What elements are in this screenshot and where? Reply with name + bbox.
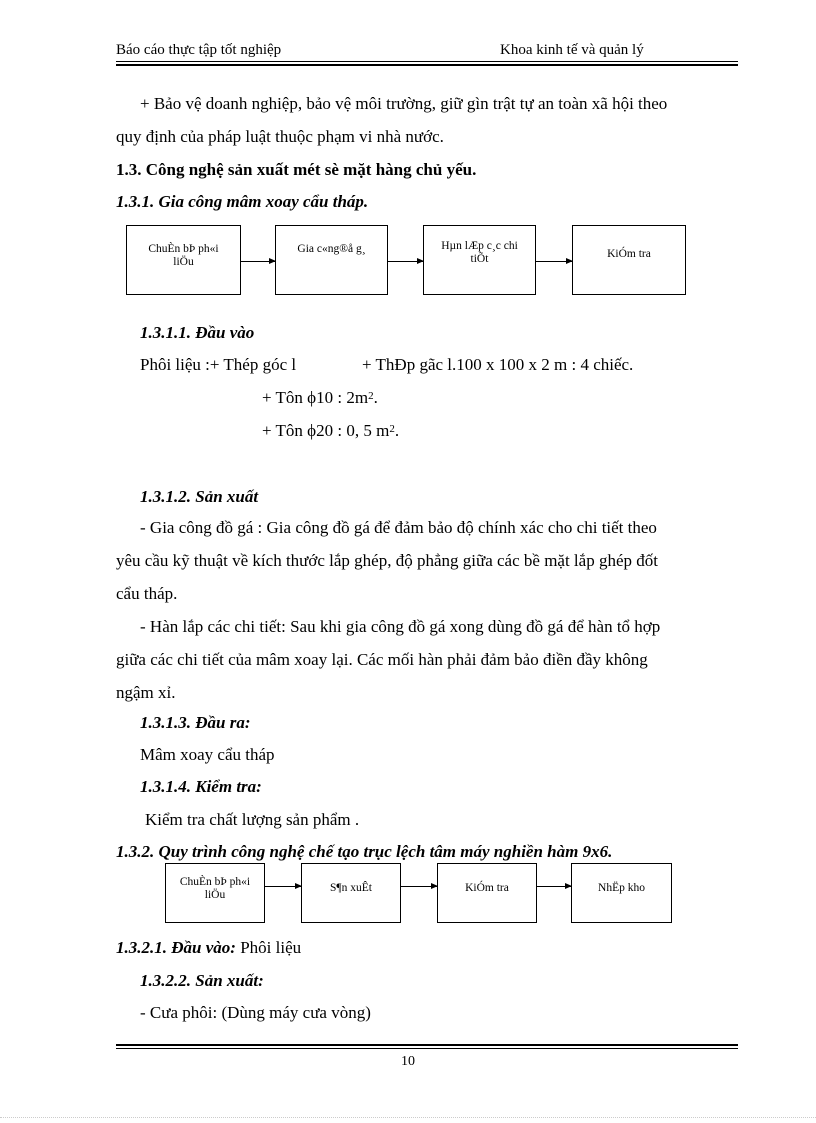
check-text: Kiểm tra chất lượng sản phẩm . [145, 810, 360, 829]
flow1-arrow-2 [388, 261, 423, 262]
intro-line-2: quy định của pháp luật thuộc phạm vi nhà nước. [116, 127, 444, 146]
flow2-step-prepare [165, 863, 265, 923]
footer-rule-thick [116, 1044, 738, 1046]
heading-1-3-1-4: 1.3.1.4. Kiểm tra: [140, 777, 262, 796]
input-line-1b: + ThÐp gãc l.100 x 100 x 2 m : 4 chiếc. [362, 355, 634, 374]
flow1-step-prepare [126, 225, 241, 295]
input-line-2-sup: 2 [368, 390, 374, 402]
heading-1-3-2: 1.3.2. Quy trình công nghệ chế tạo trục lệch tâm máy nghiền hàm 9x6. [116, 842, 613, 861]
heading-1-3-1-3: 1.3.1.3. Đầu ra: [140, 713, 251, 732]
heading-1-3-1-2: 1.3.1.2. Sản xuất [140, 487, 259, 506]
flow2-arrow-3 [537, 886, 571, 887]
heading-1-3-2-1: 1.3.2.1. Đầu vào: [116, 938, 236, 957]
input-line-3-text: + Tôn ϕ20 : 0, 5 m [262, 421, 390, 440]
flow1-step-weld [423, 225, 536, 295]
input-text-1-3-2-1: Phôi liệu [235, 938, 302, 957]
header-rule-thin [116, 61, 738, 62]
flow1-step-jig-label: Gia c«ng®å g¸ [297, 243, 366, 255]
footer-rule-thin [116, 1048, 738, 1049]
flow1-step-inspect [572, 225, 686, 295]
line-1-3-2-1 [116, 938, 301, 958]
flow2-step-inspect [437, 863, 537, 923]
prod-p2-line-3: ngậm xỉ. [116, 683, 176, 702]
flow1-step-weld-label: Hµn lÆp c¸c chi tiÕt [441, 240, 518, 265]
intro-line-1: + Bảo vệ doanh nghiệp, bảo vệ môi trường, giữ gìn trật tự an toàn xã hội theo [140, 94, 668, 113]
page-edge [0, 1117, 816, 1118]
prod-p1-line-3: cẩu tháp. [116, 584, 178, 603]
flow1-step-jig [275, 225, 388, 295]
flow2-arrow-2 [401, 886, 437, 887]
flow2-step-inspect-label: KiÓm tra [465, 882, 509, 894]
flow2-step-store-label: NhËp kho [598, 882, 645, 894]
flow2-arrow-1 [265, 886, 301, 887]
prod-p2-line-2: giữa các chi tiết của mâm xoay lại. Các mối hàn phải đảm bảo điền đầy không [116, 650, 648, 669]
prod-p1-line-1: - Gia công đồ gá : Gia công đồ gá để đảm bảo độ chính xác cho chi tiết theo [140, 518, 657, 537]
heading-1-3-1: 1.3.1. Gia công mâm xoay cẩu tháp. [116, 192, 369, 211]
flow2-step-store [571, 863, 672, 923]
heading-1-3-2-2: 1.3.2.2. Sản xuất: [140, 971, 264, 990]
flow1-arrow-1 [241, 261, 275, 262]
saw-text: - Cưa phôi: (Dùng máy cưa vòng) [140, 1003, 371, 1022]
input-line-3: + Tôn ϕ20 : 0, 5 $m^2$. [262, 421, 400, 440]
header-right: Khoa kinh tế và quản lý [500, 42, 644, 58]
output-text: Mâm xoay cẩu tháp [140, 745, 275, 764]
input-line-3-sup: 2 [389, 423, 395, 435]
page-number: 10 [401, 1054, 415, 1069]
flow2-step-produce-label: S¶n xuÊt [330, 882, 372, 894]
input-line-2: + Tôn ϕ10 : $2m^2$. [262, 388, 378, 407]
flow2-step-prepare-label: ChuÈn bÞ ph«i liÖu [179, 876, 251, 901]
header-left: Báo cáo thực tập tốt nghiệp [116, 42, 282, 58]
input-line-1a: Phôi liệu :+ Thép góc l [140, 355, 297, 374]
prod-p2-line-1: - Hàn lắp các chi tiết: Sau khi gia công đồ gá xong dùng đồ gá để hàn tổ hợp [140, 617, 661, 636]
heading-1-3-1-1: 1.3.1.1. Đầu vào [140, 323, 255, 342]
prod-p1-line-2: yêu cầu kỹ thuật về kích thước lắp ghép, độ phẳng giữa các bề mặt lắp ghép đốt [116, 551, 658, 570]
header-rule-thick [116, 64, 738, 66]
flow2-step-produce [301, 863, 401, 923]
input-line-2-text: + Tôn ϕ10 : 2m [262, 388, 369, 407]
flow1-step-prepare-label: ChuÈn bÞ ph«i liÖu [148, 243, 219, 268]
flow1-arrow-3 [536, 261, 572, 262]
flow1-step-inspect-label: KiÓm tra [607, 248, 651, 260]
heading-1-3: 1.3. Công nghệ sản xuất mét sè mặt hàng chủ yếu. [116, 160, 477, 179]
